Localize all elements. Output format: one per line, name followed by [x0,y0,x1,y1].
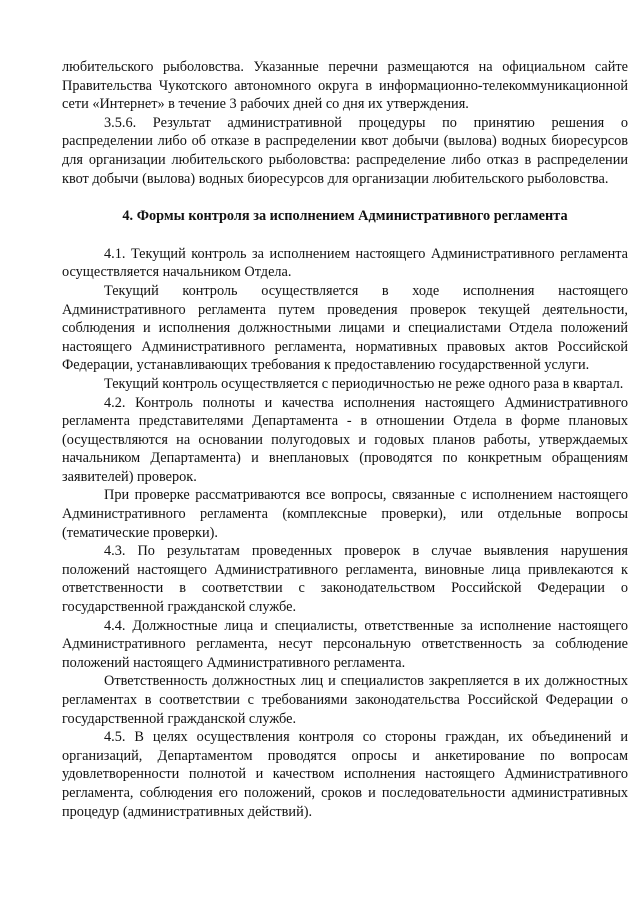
paragraph-inspection-scope: При проверке рассматриваются все вопросы, связанные с исполнением настоящего Административного регламента (комплексные проверки), или отдельные вопросы (тематические проверки). [62,487,628,541]
document-page [62,58,628,821]
paragraph-4-2: 4.2. Контроль полноты и качества исполнения настоящего Административного регламента представителями Департамента - в отношении Отдела в форме плановых (осуществляются на основании полугодовых и годовых планов работы, утверждаемых начальником Департамента) и внеплановых (проводятся по конкретным обращениям заявителей) проверок. [62,394,628,485]
paragraph-control-frequency: Текущий контроль осуществляется с периодичностью не реже одного раза в квартал. [104,375,624,392]
paragraph-responsibility: Ответственность должностных лиц и специалистов закрепляется в их должностных регламентах в соответствии с требованиями законодательства Российской Федерации о государственной гражданской службе. [62,673,628,727]
paragraph-4-5: 4.5. В целях осуществления контроля со стороны граждан, их объединений и организаций, Департаментом проводятся опросы и анкетирование по вопросам удовлетворенности полнотой и качеством исполнения настоящего Административного регламента, соблюдения его положений, сроков и последовательности административных процедур (административных действий). [62,729,628,820]
paragraph-4-4: 4.4. Должностные лица и специалисты, ответственные за исполнение настоящего Административного регламента, несут персональную ответственность за соблюдение положений настоящего Административного регламента. [62,617,628,671]
section-heading: 4. Формы контроля за исполнением Административного регламента [122,208,568,225]
paragraph-current-control: Текущий контроль осуществляется в ходе исполнения настоящего Административного регламента путем проведения проверок текущей деятельности, соблюдения и исполнения должностными лицами и специалистами Отдела положений настоящего Административного регламента, нормативных правовых актов Российской Федерации, устанавливающих требования к предоставлению государственной услуги. [62,282,628,374]
paragraph-continuation: любительского рыболовства. Указанные перечни размещаются на официальном сайте Правительства Чукотского автономного округа в информационно-телекоммуникационной сети «Интернет» в течение 3 рабочих дней со дня их утверждения. [62,59,628,113]
paragraph-4-3: 4.3. По результатам проведенных проверок в случае выявления нарушения положений настоящего Административного регламента, виновные лица привлекаются к ответственности в соответствии с законодательством Российской Федерации о государственной гражданской службе. [62,543,628,616]
paragraph-4-1: 4.1. Текущий контроль за исполнением настоящего Административного регламента осуществляется начальником Отдела. [62,245,628,281]
paragraph-3-5-6: 3.5.6. Результат административной процедуры по принятию решения о распределении либо об отказе в распределении квот добычи (вылова) водных биоресурсов для организации любительского рыболовства: распределение либо отказ в распределении квот добычи (вылова) водных биоресурсов для организации любительского рыболовства. [62,114,628,187]
